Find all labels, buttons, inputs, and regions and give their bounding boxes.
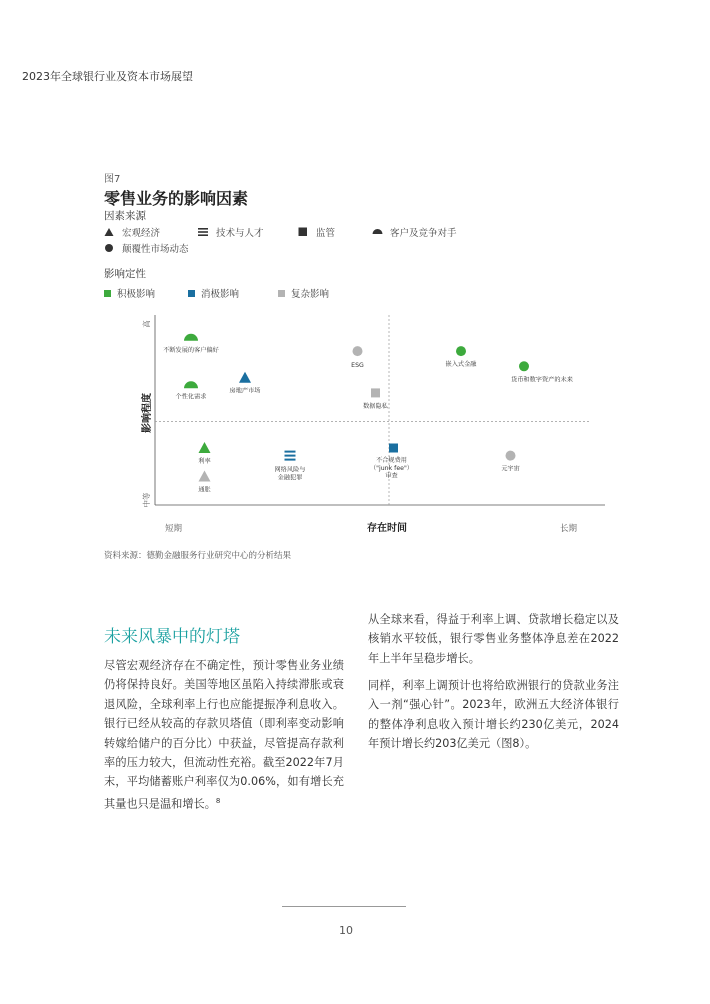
chart-point [176,381,207,400]
factor-source-heading: 因素来源 [104,210,146,222]
semicircle-marker [184,334,198,341]
figure-title: 零售业务的影响因素 [104,189,249,208]
chart-point [198,442,210,465]
document-header: 2023年全球银行业及资本市场展望 [22,70,193,83]
legend-label: 监管 [316,228,336,239]
x-min-label: 短期 [165,524,183,534]
chart-point [446,346,478,368]
point-label: 不合规费用（"junk fee"）审查 [370,457,413,480]
chart-point [198,471,210,494]
x-max-label: 长期 [560,524,578,534]
x-axis-title: 存在时间 [367,523,407,534]
legend-label: 颠覆性市场动态 [122,244,189,255]
left-paragraph [104,656,344,814]
y-min-label: 中等 [142,492,151,508]
page-divider [282,906,406,907]
point-label: 个性化需求 [175,393,207,401]
legend-label: 消极影响 [201,289,240,300]
chart-point [363,388,389,410]
right-paragraph-2: 同样，利率上调预计也将给欧洲银行的贷款业务注入一剂“强心针”。2023年，欧洲五大经济体银行的整体净利息收入预计增长约230亿美元，2024年预计增长约203亿美元（图8）。 [368,679,619,751]
y-axis-title: 影响程度 [142,393,153,433]
footnote-ref: 8 [215,796,221,805]
figure-source-note: 资料来源：德勤金融服务行业研究中心的分析结果 [104,551,292,561]
section-title: 未来风暴中的灯塔 [104,627,240,647]
point-label: 利率 [198,458,211,465]
circle-marker [519,361,529,371]
point-label: 货币和数字资产的未来 [511,376,573,384]
triangle-marker [199,471,211,482]
square-marker [389,444,398,453]
y-max-label: 高 [142,320,151,328]
chart-point [511,361,573,383]
lines-marker-bar [285,459,296,461]
legend-label: 积极影响 [117,289,156,300]
chart-point [501,451,520,473]
chart-point [275,451,306,482]
point-label: 数据隐私 [363,402,388,410]
point-label: 通胀 [198,486,211,494]
legend-label: 技术与人才 [216,228,264,239]
point-label: 嵌入式金融 [445,361,477,369]
lines-marker-bar [285,455,296,457]
point-label: 房地产市场 [229,387,261,395]
square-marker [371,388,380,397]
semicircle-marker [184,381,198,388]
triangle-marker [239,372,251,383]
point-label: 元宇宙 [501,465,520,473]
point-label: 网络风险与金融犯罪 [274,466,306,482]
circle-marker [353,346,363,356]
chart-points [163,334,573,494]
chart-point [230,372,261,395]
circle-marker [456,346,466,356]
point-label: ESG [351,362,364,370]
page-number: 10 [339,924,353,937]
circle-marker [506,451,516,461]
legend-label: 客户及竞争对手 [390,228,457,239]
chart-point [163,334,219,354]
figure-number: 图7 [104,174,121,185]
chart-point [351,346,364,369]
triangle-marker [199,442,211,453]
legend-label: 复杂影响 [291,289,330,300]
right-paragraph-1: 从全球来看，得益于利率上调、贷款增长稳定以及核销水平较低，银行零售业务整体净息差在2022年上半年呈稳步增长。 [368,613,619,665]
paragraph-text: 尽管宏观经济存在不确定性，预计零售业务业绩仍将保持良好。美国等地区虽陷入持续滞胀或衰退风险，全球利率上行也应能提振净利息收入。银行已经从较高的存款贝塔值（即利率变动影响转嫁给储户的百分比）中获益，尽管提高存款利率的压力较大，但流动性充裕。截至2022年7月末，平均储蓄账户利率仅为0.06%，如有增长充其量也只是温和增长。 [104,659,344,811]
point-label: 不断发展的客户偏好 [163,346,219,354]
legend-label: 宏观经济 [122,228,161,239]
lines-marker-bar [285,451,296,453]
impact-heading: 影响定性 [104,268,146,280]
chart-point [370,444,413,480]
